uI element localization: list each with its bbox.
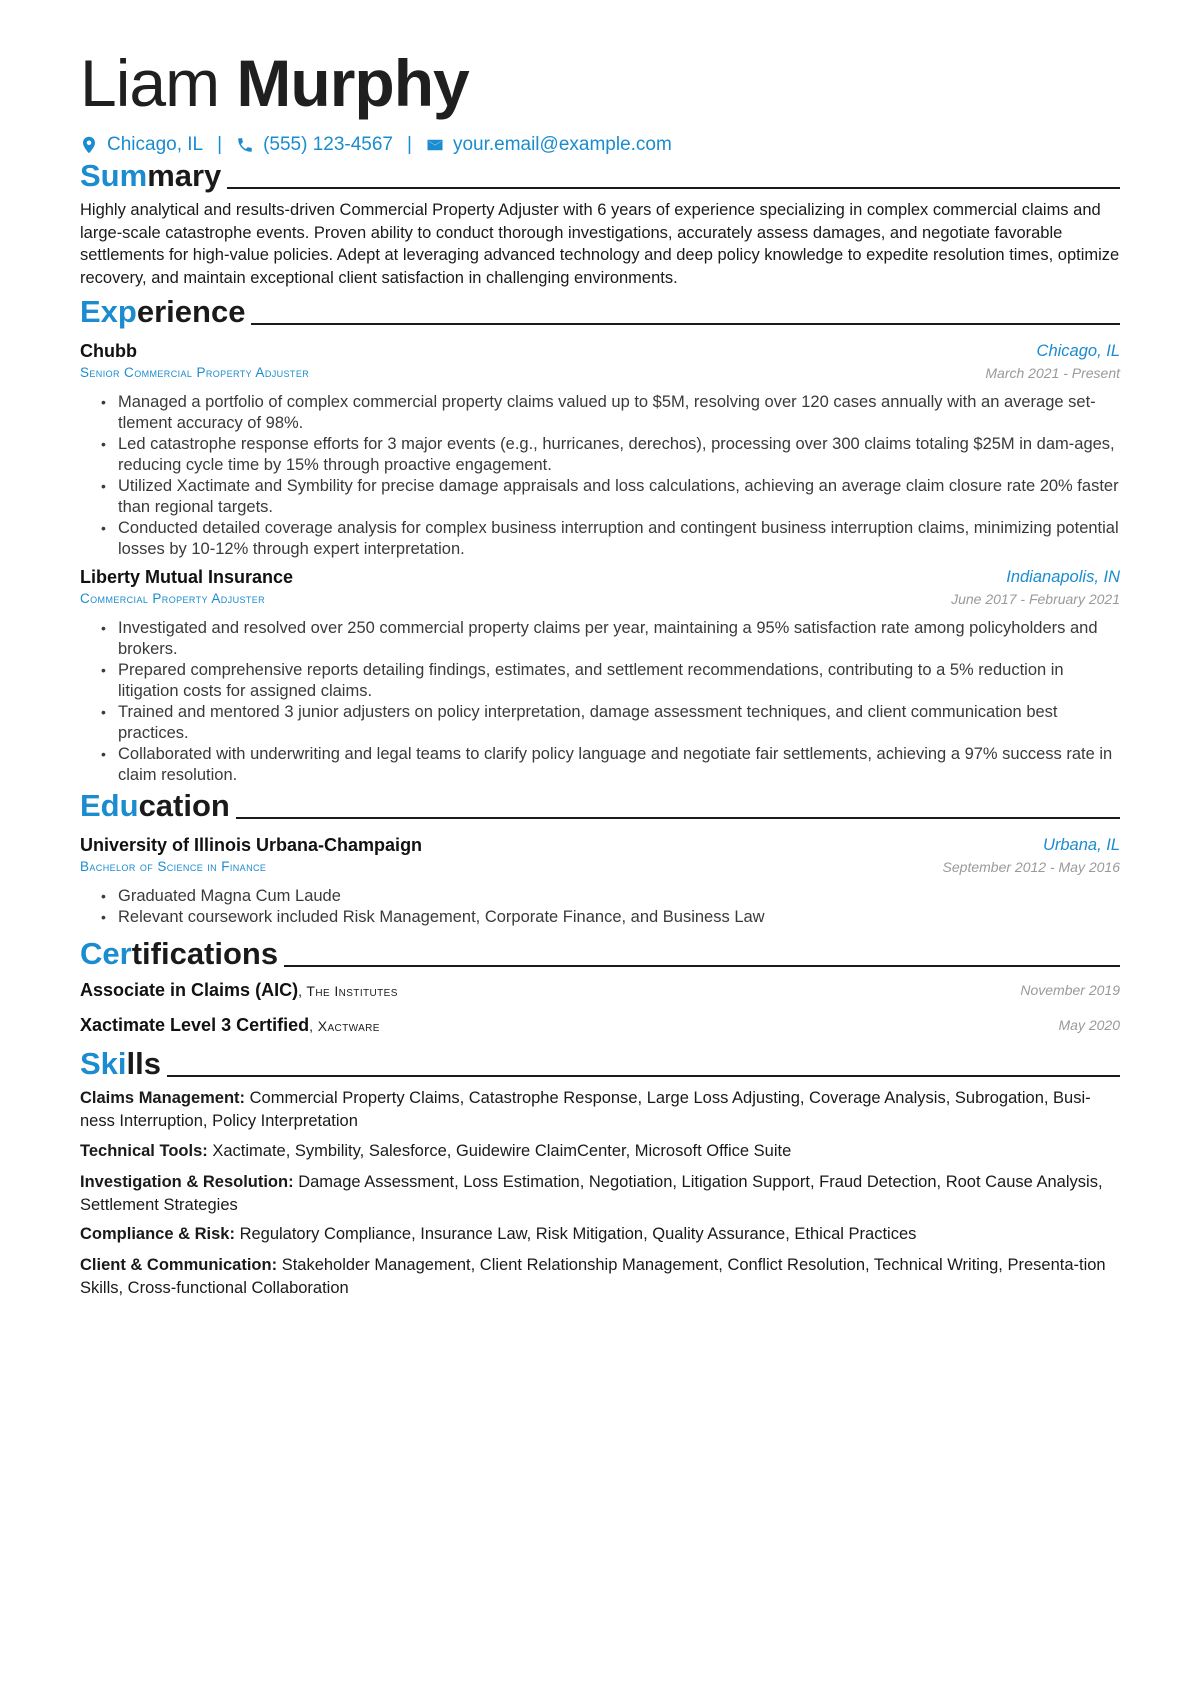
list-item: • Prepared comprehensive reports detailing findings, estimates, and settlement recommendations, contributing to a 5% reduction in litigation costs for assigned claims.	[80, 660, 1120, 702]
last-name: Murphy	[236, 46, 469, 120]
section-rule	[236, 817, 1120, 819]
section-title: Education	[80, 788, 230, 823]
certification-issuer: The Institutes	[306, 983, 398, 999]
skill-row	[80, 1140, 1120, 1163]
job-header	[80, 566, 293, 608]
first-name: Liam	[80, 46, 220, 120]
skill-category: Compliance & Risk:	[80, 1225, 235, 1243]
job-meta	[985, 340, 1120, 382]
list-item: • Collaborated with underwriting and legal teams to clarify policy language and negotiate fair settlements, achieving a 97% success rate in claim resolution.	[80, 744, 1120, 786]
education-meta	[943, 834, 1120, 876]
job-location: Chicago, IL	[1036, 342, 1120, 360]
education-heading	[80, 784, 1120, 824]
list-item: • Trained and mentored 3 junior adjusters on policy interpretation, damage assessment techniques, and client communication best practices.	[80, 702, 1120, 744]
envelope-icon	[426, 136, 444, 154]
list-item: • Graduated Magna Cum Laude	[80, 886, 1120, 907]
company-name: Liberty Mutual Insurance	[80, 567, 294, 587]
list-item: • Relevant coursework included Risk Management, Corporate Finance, and Business Law	[80, 907, 1120, 928]
certifications-heading	[80, 932, 1120, 972]
certification-name: Xactimate Level 3 Certified	[80, 1015, 310, 1035]
certification-date: May 2020	[1058, 1017, 1120, 1033]
section-rule	[167, 1075, 1120, 1077]
map-pin-icon	[80, 136, 98, 154]
job-location: Indianapolis, IN	[1006, 568, 1120, 586]
skill-category: Claims Management:	[80, 1089, 246, 1107]
candidate-name	[80, 44, 469, 122]
skill-category: Technical Tools:	[80, 1142, 208, 1160]
contact-separator: |	[407, 134, 412, 155]
degree: Bachelor of Science in Finance	[80, 859, 267, 874]
job-bullets	[80, 392, 1120, 560]
job-meta	[951, 566, 1120, 608]
skill-row	[80, 1171, 1120, 1216]
skill-category: Client & Communication:	[80, 1256, 278, 1274]
job-dates: June 2017 - February 2021	[951, 591, 1120, 607]
certification-issuer: Xactware	[317, 1018, 380, 1034]
contact-separator: |	[217, 134, 223, 155]
job-dates: March 2021 - Present	[985, 365, 1120, 381]
section-title: Certifications	[80, 936, 279, 971]
certification-item: Xactimate Level 3 Certified, Xactware May 2020	[80, 1015, 1120, 1035]
job-title: Commercial Property Adjuster	[80, 591, 266, 606]
skills-heading	[80, 1042, 1120, 1082]
company-name: Chubb	[80, 341, 137, 361]
summary-text: Highly analytical and results-driven Commercial Property Adjuster with 6 years of experience specializing in complex commercial claims and large-scale catastrophe events. Proven ability to conduct thorough investigations, accurately assess damages, and negotiate favorable settlements for high-value policies. Adept at leveraging advanced technology and deep policy knowledge to expedite resolution times, optimize recovery, and maintain exceptional client satisfaction in challenging environments.	[80, 201, 1120, 287]
job-title: Senior Commercial Property Adjuster	[80, 365, 310, 380]
job-bullets	[80, 618, 1120, 786]
skill-category: Investigation & Resolution:	[80, 1173, 294, 1191]
certification-item: Associate in Claims (AIC), The Institutes November 2019	[80, 980, 1120, 1000]
section-title: Skills	[80, 1046, 161, 1081]
summary-heading	[80, 154, 1120, 194]
skill-row	[80, 1087, 1120, 1132]
skill-row	[80, 1223, 1120, 1246]
experience-heading	[80, 290, 1120, 330]
section-rule	[284, 965, 1120, 967]
list-item: • Led catastrophe response efforts for 3 major events (e.g., hurricanes, derechos), processing over 300 claims totaling $25M in dam-ages, reducing cycle time by 15% through proactive engagement.	[80, 434, 1120, 476]
certification-name: Associate in Claims (AIC)	[80, 980, 299, 1000]
school-name: University of Illinois Urbana-Champaign	[80, 835, 423, 855]
job-header	[80, 340, 309, 382]
skill-list: Regulatory Compliance, Insurance Law, Risk Mitigation, Quality Assurance, Ethical Practices	[239, 1225, 917, 1243]
list-item: • Investigated and resolved over 250 commercial property claims per year, maintaining a 95% satisfaction rate among policyholders and brokers.	[80, 618, 1120, 660]
section-title: Experience	[80, 294, 246, 329]
school-location: Urbana, IL	[1042, 836, 1120, 854]
skill-list: Commercial Property Claims, Catastrophe Response, Large Loss Adjusting, Coverage Analysis, Subrogation, Busi-ness Interruption, Policy Interpretation	[80, 1089, 1091, 1130]
email-link[interactable]: your.email@example.com	[452, 134, 672, 155]
phone-text: (555) 123-4567	[263, 134, 393, 155]
section-rule	[251, 323, 1120, 325]
list-item: • Managed a portfolio of complex commercial property claims valued up to $5M, resolving over 120 cases annually with an average set-tlement accuracy of 98%.	[80, 392, 1120, 434]
education-header	[80, 834, 422, 876]
location-text: Chicago, IL	[107, 134, 204, 155]
section-rule	[227, 187, 1120, 189]
skill-row	[80, 1254, 1120, 1299]
list-item: • Utilized Xactimate and Symbility for precise damage appraisals and loss calculations, achieving an average claim closure rate 20% faster than regional targets.	[80, 476, 1120, 518]
section-title: Summary	[80, 158, 222, 193]
skill-list: Xactimate, Symbility, Salesforce, Guidewire ClaimCenter, Microsoft Office Suite	[212, 1142, 792, 1160]
list-item: • Conducted detailed coverage analysis for complex business interruption and contingent business interruption claims, minimizing potential losses by 10-12% through expert interpretation.	[80, 518, 1120, 560]
certification-date: November 2019	[1020, 982, 1120, 998]
skill-list: Stakeholder Management, Client Relationship Management, Conflict Resolution, Technical Writing, Presenta-tion Skills, Cross-functional Collaboration	[80, 1256, 1106, 1297]
phone-icon	[236, 136, 254, 154]
education-bullets	[80, 886, 1120, 928]
skill-list: Damage Assessment, Loss Estimation, Negotiation, Litigation Support, Fraud Detection, Root Cause Analysis, Settlement Strategies	[80, 1173, 1103, 1214]
education-dates: September 2012 - May 2016	[942, 859, 1120, 875]
